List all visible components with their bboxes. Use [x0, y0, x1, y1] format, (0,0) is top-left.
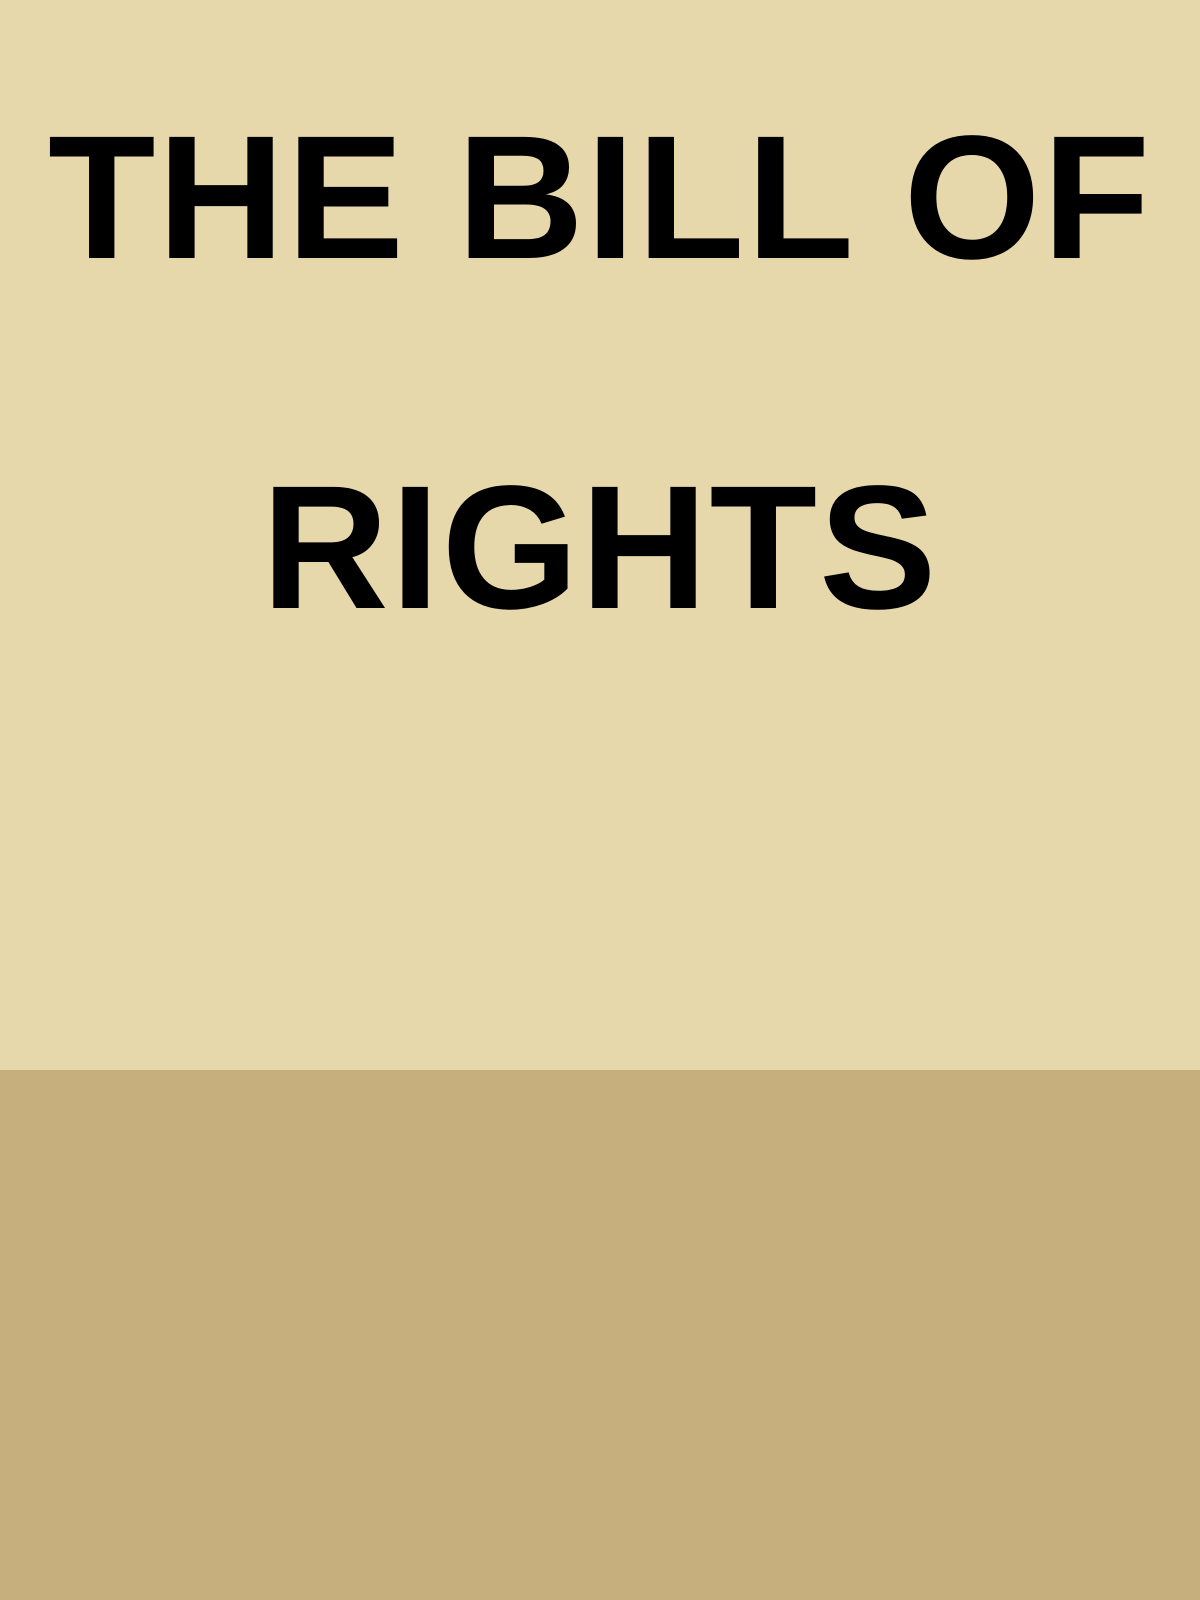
cover-title-line-2: RIGHTS [261, 450, 939, 646]
cover-title-line-1: THE BILL OF [47, 100, 1153, 296]
cover-bottom-panel [0, 1070, 1200, 1600]
